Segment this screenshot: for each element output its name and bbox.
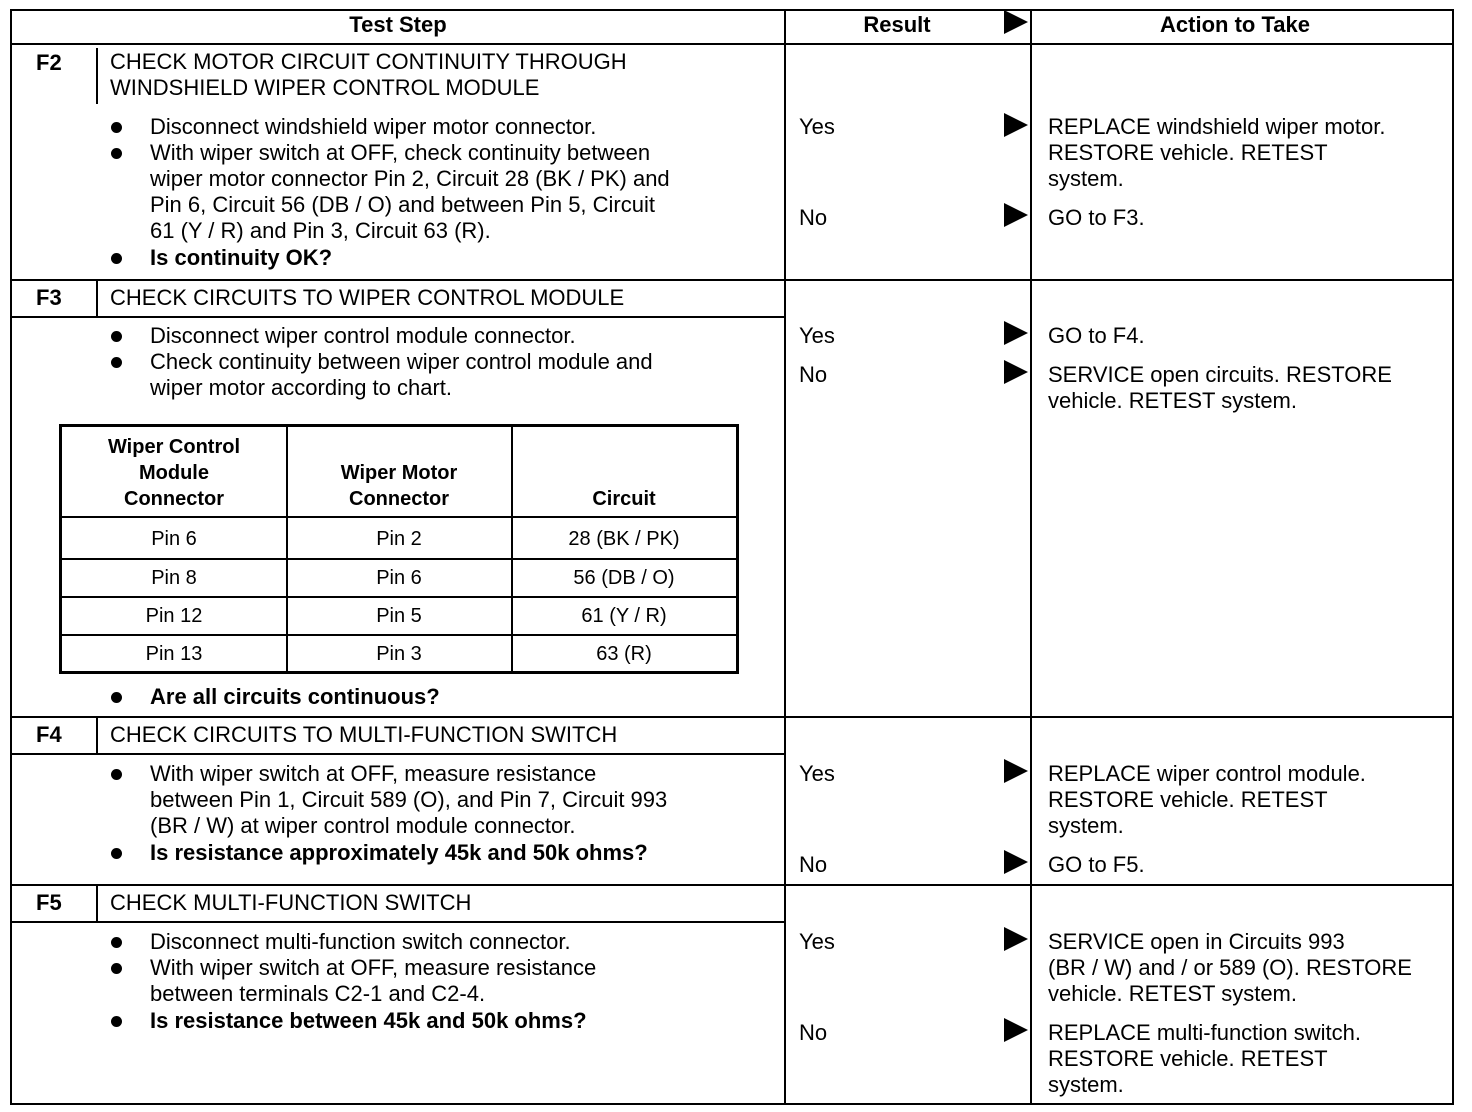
step-instruction: wiper motor connector Pin 2, Circuit 28 (BK / PK) and [150, 166, 670, 191]
result-yes: Yes [799, 323, 835, 348]
step-id-f4: F4 [36, 722, 62, 747]
bullet-icon [111, 122, 122, 133]
action-text: vehicle. RETEST system. [1048, 981, 1297, 1006]
bullet-icon [111, 848, 122, 859]
chart-cell: Pin 6 [376, 567, 422, 589]
chart-header: Connector [124, 488, 224, 510]
action-text: REPLACE wiper control module. [1048, 761, 1366, 786]
action-text: SERVICE open circuits. RESTORE [1048, 362, 1392, 387]
step-instruction: (BR / W) at wiper control module connector. [150, 813, 576, 838]
step-instruction: Pin 6, Circuit 56 (DB / O) and between Pin 5, Circuit [150, 192, 655, 217]
action-text: system. [1048, 166, 1124, 191]
header-result: Result [863, 12, 931, 37]
chart-cell: 63 (R) [596, 643, 652, 665]
step-id-divider [96, 48, 98, 104]
header-test-step: Test Step [349, 12, 447, 37]
bullet-icon [111, 963, 122, 974]
result-arrow-icon [1004, 759, 1028, 783]
chart-header: Wiper Motor [340, 462, 458, 484]
bullet-icon [111, 331, 122, 342]
result-arrow-icon [1004, 927, 1028, 951]
chart-header: Wiper Control [107, 436, 241, 458]
bullet-icon [111, 253, 122, 264]
step-question: Is resistance between 45k and 50k ohms? [150, 1008, 587, 1033]
action-text: REPLACE windshield wiper motor. [1048, 114, 1386, 139]
result-yes: Yes [799, 114, 835, 139]
chart-header: Circuit [592, 488, 656, 510]
step-title: CHECK MULTI-FUNCTION SWITCH [110, 890, 472, 915]
row-divider [10, 279, 1454, 281]
step-id-f3: F3 [36, 285, 62, 310]
result-no: No [799, 205, 828, 230]
step-id-f2: F2 [36, 50, 62, 75]
chart-cell: Pin 3 [376, 643, 422, 665]
result-no: No [799, 1020, 828, 1045]
step-instruction: With wiper switch at OFF, check continuity between [150, 140, 651, 165]
column-divider-action [1030, 9, 1032, 1105]
step-instruction: between terminals C2-1 and C2-4. [150, 981, 486, 1006]
header-divider [10, 43, 1454, 45]
step-instruction: Disconnect wiper control module connector. [150, 323, 576, 348]
chart-cell: Pin 12 [145, 605, 203, 627]
step-id-divider [96, 718, 98, 754]
step-instruction: Disconnect multi-function switch connector. [150, 929, 571, 954]
result-arrow-icon [1004, 203, 1028, 227]
step-instruction: Disconnect windshield wiper motor connector. [150, 114, 597, 139]
step-instruction: Check continuity between wiper control module and [150, 349, 653, 374]
action-text: system. [1048, 1072, 1124, 1097]
chart-cell: Pin 5 [376, 605, 422, 627]
header-arrow-icon [1004, 10, 1028, 34]
action-text: SERVICE open in Circuits 993 [1048, 929, 1345, 954]
header-action: Action to Take [1160, 12, 1310, 37]
chart-cell: 56 (DB / O) [573, 567, 675, 589]
title-divider [10, 921, 784, 923]
result-arrow-icon [1004, 113, 1028, 137]
step-instruction: between Pin 1, Circuit 589 (O), and Pin 7, Circuit 993 [150, 787, 668, 812]
bullet-icon [111, 1016, 122, 1027]
action-text: system. [1048, 813, 1124, 838]
column-divider-result [784, 9, 786, 1105]
action-text: RESTORE vehicle. RETEST [1048, 787, 1328, 812]
action-text: vehicle. RETEST system. [1048, 388, 1297, 413]
row-divider [10, 716, 1454, 718]
chart-cell: Pin 13 [145, 643, 203, 665]
bullet-icon [111, 769, 122, 780]
chart-row-divider [62, 558, 736, 560]
result-arrow-icon [1004, 360, 1028, 384]
step-instruction: wiper motor according to chart. [150, 375, 453, 400]
result-arrow-icon [1004, 1018, 1028, 1042]
chart-cell: 61 (Y / R) [581, 605, 667, 627]
action-text: REPLACE multi-function switch. [1048, 1020, 1361, 1045]
bullet-icon [111, 692, 122, 703]
step-question: Are all circuits continuous? [150, 684, 440, 709]
action-text: GO to F4. [1048, 323, 1145, 348]
action-text: GO to F5. [1048, 852, 1145, 877]
bullet-icon [111, 357, 122, 368]
step-question: Is resistance approximately 45k and 50k ohms? [150, 840, 648, 865]
chart-cell: Pin 8 [151, 567, 197, 589]
title-divider [10, 753, 784, 755]
chart-header: Module [139, 462, 209, 484]
title-divider [10, 316, 784, 318]
step-id-divider [96, 886, 98, 922]
bullet-icon [111, 937, 122, 948]
step-instruction: With wiper switch at OFF, measure resistance [150, 761, 597, 786]
chart-cell: Pin 2 [376, 528, 422, 550]
step-title: CHECK CIRCUITS TO MULTI-FUNCTION SWITCH [110, 722, 618, 747]
chart-row-divider [62, 516, 736, 518]
chart-row-divider [62, 634, 736, 636]
bullet-icon [111, 148, 122, 159]
step-question: Is continuity OK? [150, 245, 333, 270]
result-arrow-icon [1004, 850, 1028, 874]
result-yes: Yes [799, 761, 835, 786]
step-id-f5: F5 [36, 890, 62, 915]
chart-cell: 28 (BK / PK) [568, 528, 680, 550]
chart-row-divider [62, 596, 736, 598]
step-instruction: With wiper switch at OFF, measure resistance [150, 955, 597, 980]
row-divider [10, 884, 1454, 886]
step-title: CHECK MOTOR CIRCUIT CONTINUITY THROUGH [110, 49, 627, 74]
chart-cell: Pin 6 [151, 528, 197, 550]
step-instruction: 61 (Y / R) and Pin 3, Circuit 63 (R). [150, 218, 491, 243]
step-title: WINDSHIELD WIPER CONTROL MODULE [110, 75, 540, 100]
result-yes: Yes [799, 929, 835, 954]
action-text: RESTORE vehicle. RETEST [1048, 1046, 1328, 1071]
chart-header: Connector [349, 488, 449, 510]
step-title: CHECK CIRCUITS TO WIPER CONTROL MODULE [110, 285, 625, 310]
result-arrow-icon [1004, 321, 1028, 345]
continuity-chart [59, 424, 739, 674]
result-no: No [799, 852, 828, 877]
action-text: (BR / W) and / or 589 (O). RESTORE [1048, 955, 1412, 980]
result-no: No [799, 362, 828, 387]
action-text: GO to F3. [1048, 205, 1145, 230]
action-text: RESTORE vehicle. RETEST [1048, 140, 1328, 165]
step-id-divider [96, 281, 98, 317]
